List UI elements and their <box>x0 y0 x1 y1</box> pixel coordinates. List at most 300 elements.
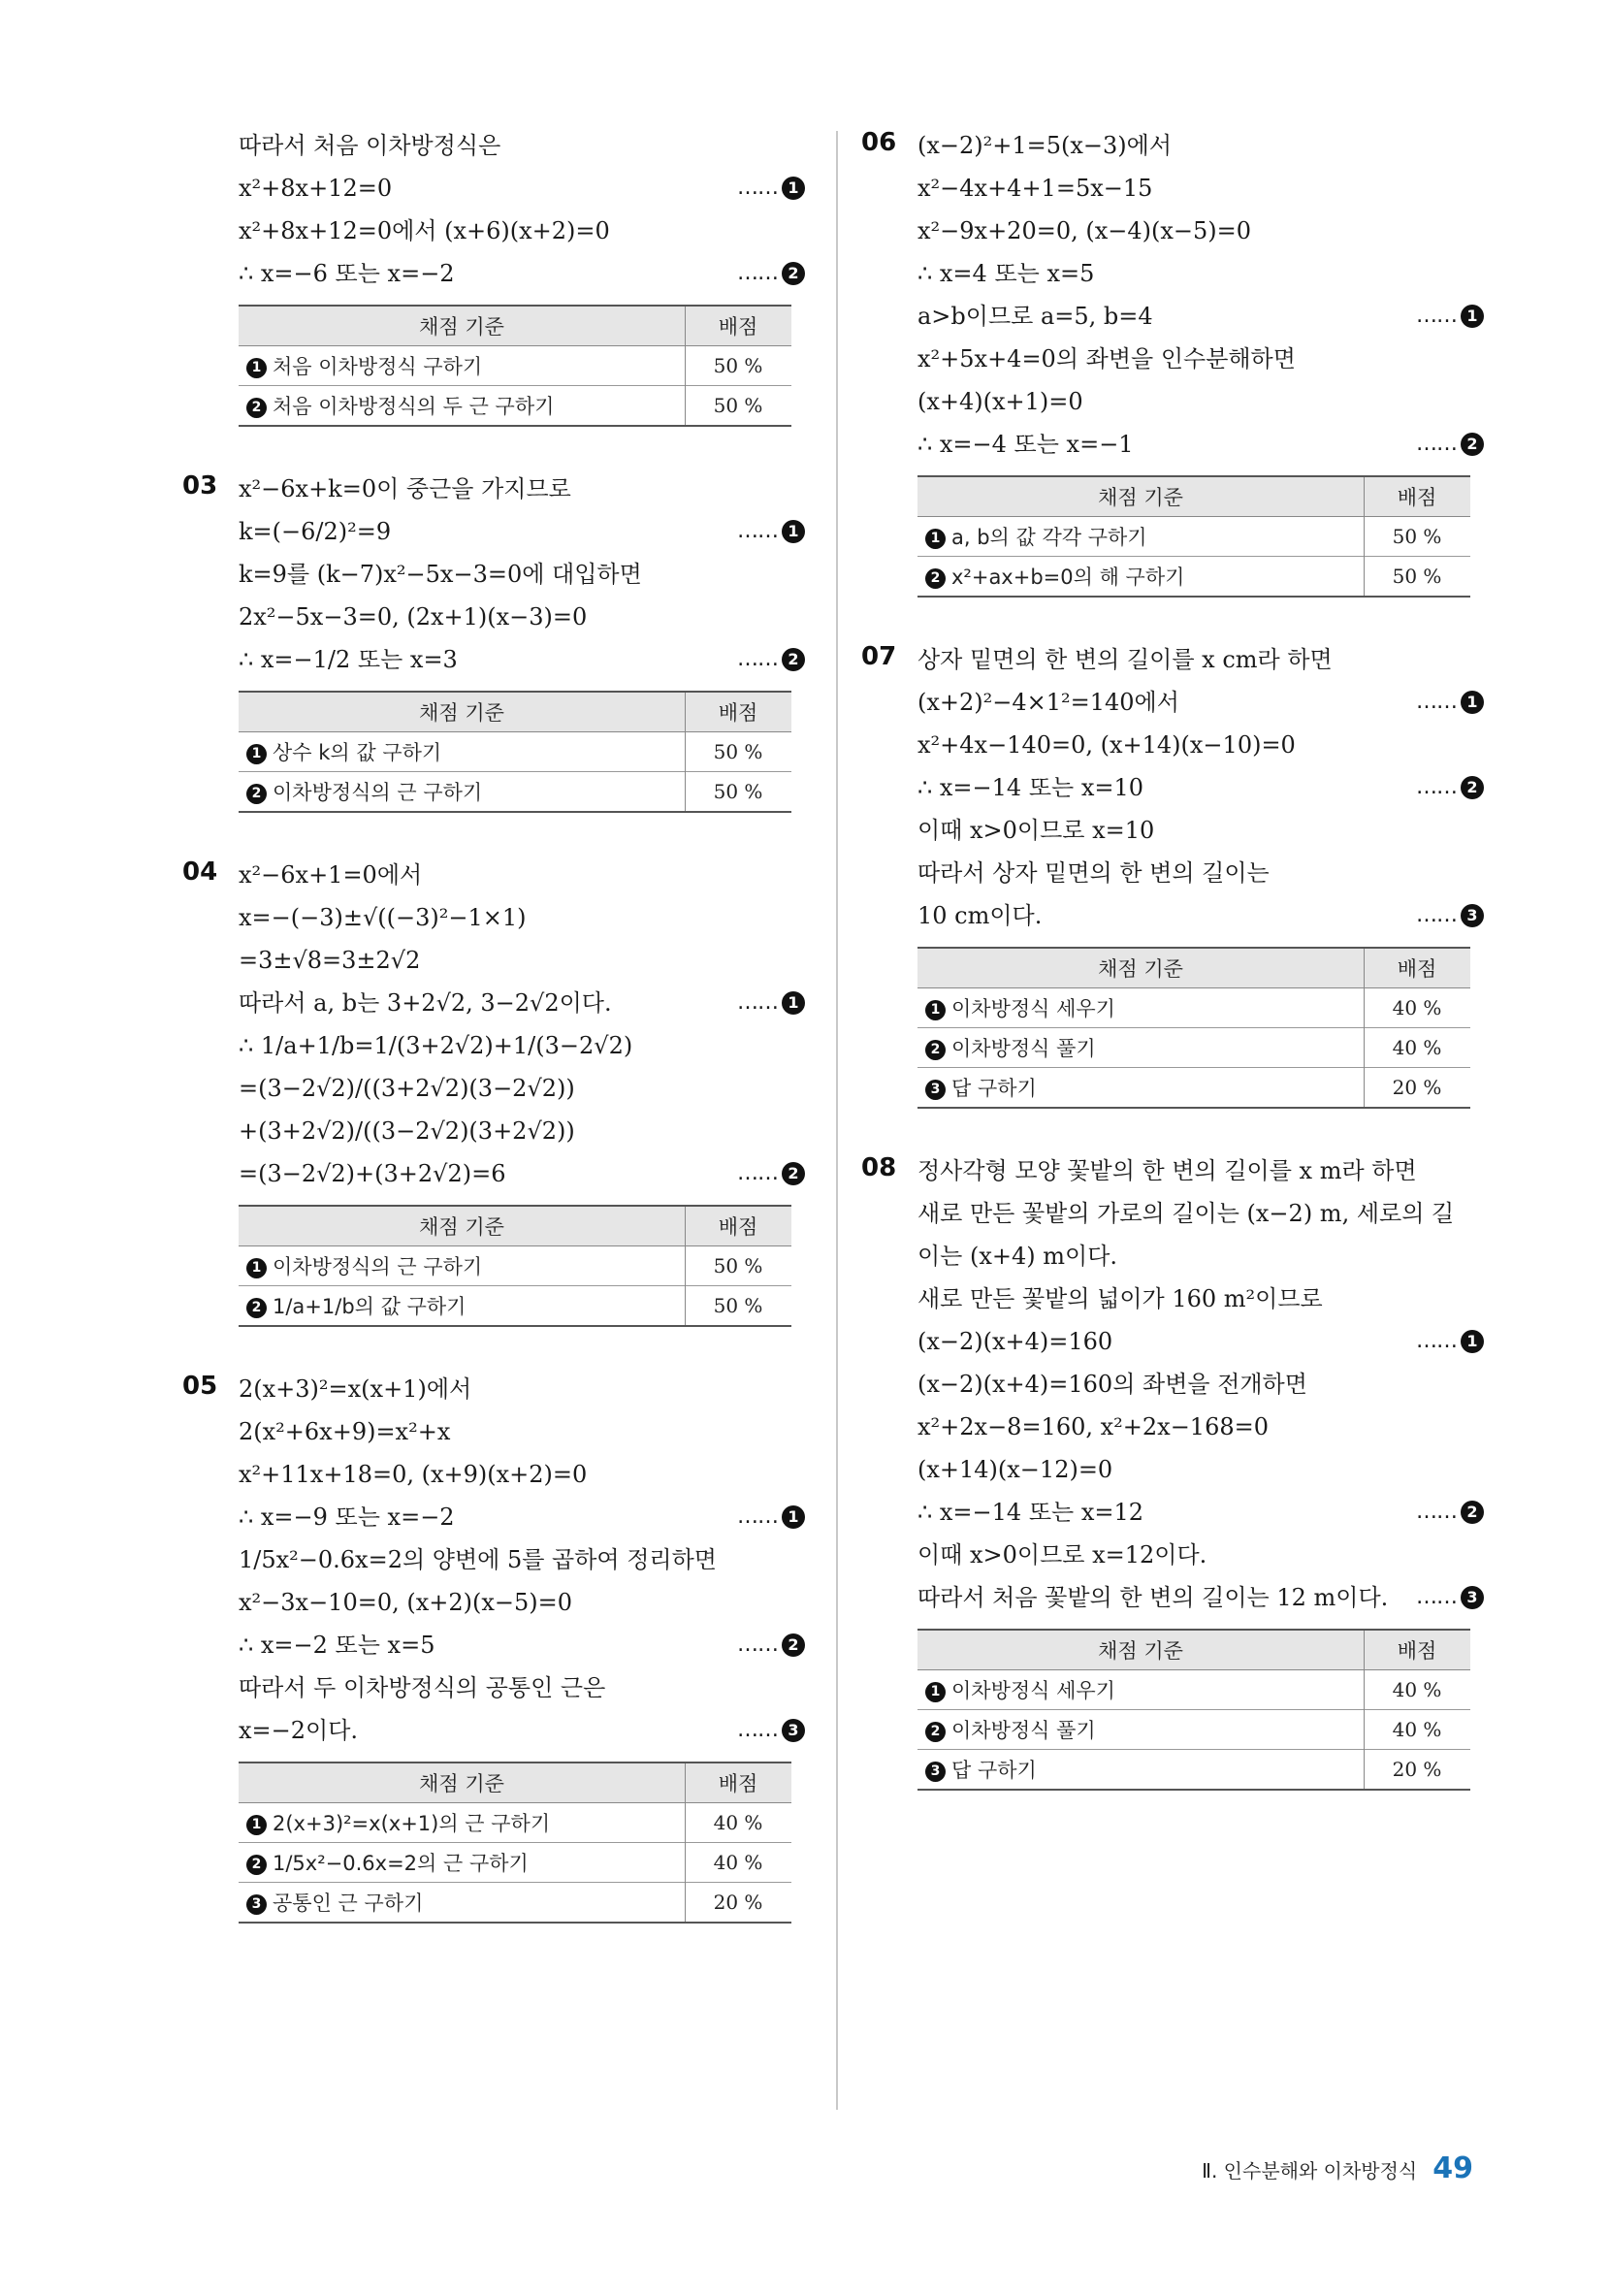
circled-number-1: 1 <box>925 1682 946 1702</box>
solution-text: ∴ x=−2 또는 x=5 <box>239 1632 435 1659</box>
score-cell: 50 % <box>686 386 792 427</box>
problem-number: 05 <box>182 1372 218 1401</box>
circled-number-2: 2 <box>782 1162 805 1185</box>
problem-02-continued <box>184 124 805 427</box>
problem-number: 04 <box>182 857 218 887</box>
step-marker <box>737 1152 805 1195</box>
solution-line <box>917 852 1484 894</box>
circled-number-1: 1 <box>1461 1330 1484 1353</box>
solution-text: ∴ x=−14 또는 x=10 <box>917 774 1144 801</box>
solution-text: ∴ x=−6 또는 x=−2 <box>239 260 455 287</box>
solution-text: =(3−2√2)+(3+2√2)=6 <box>239 1160 506 1187</box>
criteria-cell <box>239 1803 686 1843</box>
solution-text: 새로 만든 꽃밭의 가로의 길이는 (x−2) m, 세로의 길 <box>917 1200 1455 1227</box>
solution-line <box>917 423 1484 466</box>
circled-number-1: 1 <box>246 1258 267 1278</box>
header-criteria: 채점 기준 <box>917 1630 1365 1670</box>
grading-table <box>917 947 1470 1109</box>
problem-body <box>239 468 805 681</box>
solution-text: ∴ x=4 또는 x=5 <box>917 260 1095 287</box>
criteria-label: 이차방정식 세우기 <box>951 997 1115 1020</box>
score-cell: 50 % <box>686 1246 792 1286</box>
table-row <box>239 772 791 813</box>
table-header-row <box>239 306 791 346</box>
solution-line <box>239 1709 805 1752</box>
solution-line <box>917 124 1484 167</box>
marker-dots: …… <box>1416 903 1457 927</box>
solution-line <box>239 1067 805 1110</box>
grading-table <box>917 475 1470 598</box>
marker-dots: …… <box>737 1718 778 1742</box>
step-marker <box>737 1624 805 1666</box>
solution-line <box>917 638 1484 681</box>
table-row <box>917 988 1470 1028</box>
table-row <box>239 346 791 386</box>
circled-number-1: 1 <box>782 520 805 543</box>
solution-line <box>917 167 1484 210</box>
solution-text: x²−6x+k=0이 중근을 가지므로 <box>239 475 571 502</box>
table-row <box>239 1246 791 1286</box>
criteria-label: 이차방정식 풀기 <box>951 1719 1096 1742</box>
problem-body <box>917 1149 1484 1619</box>
table-header-row <box>917 476 1470 517</box>
problem-number: 03 <box>182 471 218 501</box>
solution-line <box>917 1149 1484 1192</box>
solution-text: 2x²−5x−3=0, (2x+1)(x−3)=0 <box>239 603 588 631</box>
criteria-label: 이차방정식의 근 구하기 <box>273 781 483 804</box>
table-header-row <box>239 1762 791 1803</box>
solution-text: 따라서 상자 밑면의 한 변의 길이는 <box>917 859 1270 887</box>
solution-line <box>917 295 1484 338</box>
solution-line <box>239 1410 805 1453</box>
table-row <box>239 386 791 427</box>
criteria-label: a, b의 값 각각 구하기 <box>951 526 1147 549</box>
solution-text: x²−6x+1=0에서 <box>239 861 423 889</box>
circled-number-3: 3 <box>1461 1586 1484 1609</box>
step-marker <box>737 1496 805 1538</box>
score-cell: 40 % <box>686 1843 792 1883</box>
header-criteria: 채점 기준 <box>239 1206 686 1246</box>
circled-number-1: 1 <box>1461 305 1484 328</box>
problem-body <box>239 854 805 1195</box>
header-score: 배점 <box>686 1762 792 1803</box>
step-marker <box>737 510 805 553</box>
circled-number-3: 3 <box>782 1719 805 1742</box>
criteria-label: 상수 k의 값 구하기 <box>273 741 442 764</box>
header-score: 배점 <box>686 306 792 346</box>
solution-line <box>239 638 805 681</box>
grading-table-wrap <box>239 1762 805 1924</box>
criteria-label: 1/a+1/b의 값 구하기 <box>273 1295 467 1318</box>
criteria-label: 처음 이차방정식의 두 근 구하기 <box>273 395 555 418</box>
marker-dots: …… <box>737 519 778 543</box>
solution-line <box>917 1491 1484 1534</box>
solution-line <box>239 1453 805 1496</box>
criteria-label: 처음 이차방정식 구하기 <box>273 355 483 378</box>
circled-number-2: 2 <box>925 1040 946 1060</box>
grading-table-wrap <box>917 947 1484 1109</box>
solution-text: (x+4)(x+1)=0 <box>917 388 1083 415</box>
score-cell: 50 % <box>686 772 792 813</box>
criteria-label: 이차방정식 풀기 <box>951 1037 1096 1060</box>
solution-line <box>917 766 1484 809</box>
marker-dots: …… <box>1416 775 1457 799</box>
solution-text: ∴ x=−14 또는 x=12 <box>917 1499 1144 1526</box>
criteria-cell <box>917 557 1365 598</box>
criteria-label: x²+ax+b=0의 해 구하기 <box>951 566 1185 589</box>
header-criteria: 채점 기준 <box>239 306 686 346</box>
solution-text: 2(x²+6x+9)=x²+x <box>239 1418 451 1445</box>
table-header-row <box>239 692 791 732</box>
step-marker <box>737 167 805 210</box>
criteria-label: 공통인 근 구하기 <box>273 1892 424 1915</box>
solution-text: 10 cm이다. <box>917 902 1043 929</box>
solution-line <box>917 1448 1484 1491</box>
step-marker <box>737 982 805 1024</box>
grading-table-wrap <box>917 1629 1484 1791</box>
criteria-cell <box>917 1710 1365 1750</box>
table-row <box>917 517 1470 557</box>
marker-dots: …… <box>737 1161 778 1185</box>
score-cell: 50 % <box>686 346 792 386</box>
criteria-label: 답 구하기 <box>951 1759 1037 1782</box>
criteria-cell <box>917 988 1365 1028</box>
solution-line <box>239 210 805 252</box>
solution-line <box>239 167 805 210</box>
solution-line <box>239 510 805 553</box>
marker-dots: …… <box>1416 432 1457 456</box>
solution-text: x²+2x−8=160, x²+2x−168=0 <box>917 1413 1269 1440</box>
step-marker <box>1416 1491 1484 1534</box>
table-row <box>917 1028 1470 1068</box>
solution-line <box>917 1363 1484 1406</box>
circled-number-1: 1 <box>246 1815 267 1835</box>
solution-line <box>239 1496 805 1538</box>
solution-text: 1/5x²−0.6x=2의 양변에 5를 곱하여 정리하면 <box>239 1546 717 1573</box>
solution-line <box>239 124 805 167</box>
step-marker <box>1416 766 1484 809</box>
circled-number-1: 1 <box>246 358 267 378</box>
score-cell: 40 % <box>1365 988 1471 1028</box>
solution-text: (x−2)²+1=5(x−3)에서 <box>917 132 1173 159</box>
solution-text: x²−3x−10=0, (x+2)(x−5)=0 <box>239 1589 573 1616</box>
solution-text: (x+14)(x−12)=0 <box>917 1456 1113 1483</box>
marker-dots: …… <box>1416 690 1457 714</box>
solution-line <box>917 681 1484 724</box>
score-cell: 40 % <box>1365 1028 1471 1068</box>
solution-line <box>239 468 805 510</box>
score-cell: 20 % <box>1365 1750 1471 1791</box>
problem-04 <box>184 854 805 1327</box>
header-criteria: 채점 기준 <box>239 692 686 732</box>
solution-line <box>917 809 1484 852</box>
solution-line <box>917 380 1484 423</box>
step-marker <box>737 1709 805 1752</box>
solution-line <box>239 1624 805 1666</box>
solution-text: x²−9x+20=0, (x−4)(x−5)=0 <box>917 217 1252 244</box>
circled-number-2: 2 <box>925 1722 946 1742</box>
solution-text: a>b이므로 a=5, b=4 <box>917 303 1153 330</box>
solution-text: x²+11x+18=0, (x+9)(x+2)=0 <box>239 1461 588 1488</box>
grading-table <box>239 305 791 427</box>
marker-dots: …… <box>737 1504 778 1529</box>
step-marker <box>737 252 805 295</box>
solution-text: 정사각형 모양 꽃밭의 한 변의 길이를 x m라 하면 <box>917 1157 1417 1184</box>
marker-dots: …… <box>737 1633 778 1657</box>
circled-number-1: 1 <box>782 991 805 1015</box>
circled-number-1: 1 <box>246 744 267 764</box>
grading-table-wrap <box>917 475 1484 598</box>
criteria-label: 이차방정식의 근 구하기 <box>273 1255 483 1278</box>
solution-text: x²+5x+4=0의 좌변을 인수분해하면 <box>917 345 1296 372</box>
table-row <box>239 732 791 772</box>
solution-text: 따라서 처음 이차방정식은 <box>239 132 501 159</box>
column-divider <box>836 131 838 2110</box>
circled-number-2: 2 <box>1461 1501 1484 1524</box>
solution-text: 따라서 두 이차방정식의 공통인 근은 <box>239 1674 606 1701</box>
problem-07 <box>863 638 1484 1109</box>
right-column <box>863 124 1484 1831</box>
criteria-cell <box>917 1750 1365 1791</box>
marker-dots: …… <box>1416 1500 1457 1524</box>
header-criteria: 채점 기준 <box>917 948 1365 988</box>
solution-line <box>239 1666 805 1709</box>
table-row <box>239 1803 791 1843</box>
solution-text: +(3+2√2)/((3−2√2)(3+2√2)) <box>239 1117 575 1145</box>
solution-text: x²−4x+4+1=5x−15 <box>917 175 1153 202</box>
solution-text: =3±√8=3±2√2 <box>239 947 421 974</box>
circled-number-3: 3 <box>925 1080 946 1100</box>
solution-text: k=9를 (k−7)x²−5x−3=0에 대입하면 <box>239 561 642 588</box>
grading-table-wrap <box>239 1205 805 1327</box>
grading-table <box>917 1629 1470 1791</box>
solution-line <box>239 1110 805 1152</box>
solution-line <box>917 1406 1484 1448</box>
solution-line <box>239 1581 805 1624</box>
solution-text: 상자 밑면의 한 변의 길이를 x cm라 하면 <box>917 646 1333 673</box>
circled-number-1: 1 <box>925 1000 946 1020</box>
grading-table <box>239 1205 791 1327</box>
solution-line <box>239 982 805 1024</box>
grading-table <box>239 1762 791 1924</box>
solution-text: (x−2)(x+4)=160 <box>917 1328 1113 1355</box>
criteria-cell <box>239 386 686 427</box>
criteria-cell <box>239 1286 686 1327</box>
marker-dots: …… <box>737 990 778 1015</box>
criteria-cell <box>239 732 686 772</box>
solution-text: (x−2)(x+4)=160의 좌변을 전개하면 <box>917 1371 1307 1398</box>
step-marker <box>1416 423 1484 466</box>
criteria-label: 1/5x²−0.6x=2의 근 구하기 <box>273 1852 529 1875</box>
criteria-cell <box>239 1883 686 1924</box>
step-marker <box>1416 295 1484 338</box>
problem-number: 06 <box>861 128 897 157</box>
page-footer <box>1202 2151 1473 2185</box>
header-criteria: 채점 기준 <box>917 476 1365 517</box>
header-score: 배점 <box>686 692 792 732</box>
table-row <box>239 1883 791 1924</box>
left-column <box>184 124 805 1964</box>
solution-line <box>239 854 805 896</box>
criteria-cell <box>239 772 686 813</box>
marker-dots: …… <box>1416 1585 1457 1609</box>
problem-05 <box>184 1368 805 1924</box>
table-row <box>239 1843 791 1883</box>
circled-number-2: 2 <box>1461 776 1484 799</box>
solution-text: x=−(−3)±√((−3)²−1×1) <box>239 904 527 931</box>
solution-text: x²+8x+12=0에서 (x+6)(x+2)=0 <box>239 217 610 244</box>
criteria-cell <box>917 517 1365 557</box>
circled-number-1: 1 <box>1461 691 1484 714</box>
solution-text: 이때 x>0이므로 x=12이다. <box>917 1541 1207 1568</box>
score-cell: 40 % <box>1365 1670 1471 1710</box>
solution-text: ∴ x=−4 또는 x=−1 <box>917 431 1134 458</box>
circled-number-2: 2 <box>246 398 267 418</box>
circled-number-1: 1 <box>782 177 805 200</box>
circled-number-2: 2 <box>782 1633 805 1657</box>
criteria-cell <box>239 346 686 386</box>
problem-06 <box>863 124 1484 598</box>
solution-text: 따라서 a, b는 3+2√2, 3−2√2이다. <box>239 989 612 1017</box>
marker-dots: …… <box>737 647 778 671</box>
solution-line <box>239 896 805 939</box>
table-row <box>917 557 1470 598</box>
grading-table-wrap <box>239 305 805 427</box>
score-cell: 50 % <box>686 732 792 772</box>
criteria-label: 이차방정식 세우기 <box>951 1679 1115 1702</box>
header-score: 배점 <box>686 1206 792 1246</box>
score-cell: 20 % <box>686 1883 792 1924</box>
solution-text: ∴ 1/a+1/b=1/(3+2√2)+1/(3−2√2) <box>239 1032 633 1059</box>
circled-number-1: 1 <box>925 529 946 549</box>
step-marker <box>1416 1320 1484 1363</box>
table-header-row <box>917 1630 1470 1670</box>
table-header-row <box>917 948 1470 988</box>
circled-number-3: 3 <box>1461 904 1484 927</box>
step-marker <box>737 638 805 681</box>
solution-text: x²+4x−140=0, (x+14)(x−10)=0 <box>917 731 1296 759</box>
solution-text: ∴ x=−1/2 또는 x=3 <box>239 646 458 673</box>
marker-dots: …… <box>1416 304 1457 328</box>
score-cell: 40 % <box>1365 1710 1471 1750</box>
chapter-title: Ⅱ. 인수분해와 이차방정식 <box>1202 2159 1418 2183</box>
problem-body <box>239 124 805 295</box>
solution-text: (x+2)²−4×1²=140에서 <box>917 689 1179 716</box>
criteria-cell <box>239 1246 686 1286</box>
score-cell: 50 % <box>1365 517 1471 557</box>
circled-number-2: 2 <box>1461 433 1484 456</box>
solution-line <box>917 252 1484 295</box>
criteria-label: 답 구하기 <box>951 1077 1037 1100</box>
solution-line <box>917 1277 1484 1320</box>
header-criteria: 채점 기준 <box>239 1762 686 1803</box>
marker-dots: …… <box>1416 1329 1457 1353</box>
solution-line <box>239 1024 805 1067</box>
criteria-cell <box>917 1068 1365 1109</box>
solution-line <box>917 724 1484 766</box>
solution-text: 이때 x>0이므로 x=10 <box>917 817 1155 844</box>
circled-number-2: 2 <box>246 784 267 804</box>
solution-line <box>239 939 805 982</box>
circled-number-1: 1 <box>782 1505 805 1529</box>
table-row <box>917 1750 1470 1791</box>
circled-number-3: 3 <box>246 1894 267 1915</box>
solution-line <box>239 1368 805 1410</box>
solution-text: 2(x+3)²=x(x+1)에서 <box>239 1375 472 1403</box>
table-row <box>239 1286 791 1327</box>
solution-line <box>917 1534 1484 1576</box>
solution-text: x²+8x+12=0 <box>239 175 393 202</box>
solution-line <box>239 596 805 638</box>
circled-number-2: 2 <box>782 648 805 671</box>
circled-number-2: 2 <box>782 262 805 285</box>
table-header-row <box>239 1206 791 1246</box>
problem-08 <box>863 1149 1484 1791</box>
circled-number-2: 2 <box>246 1855 267 1875</box>
solution-text: 따라서 처음 꽃밭의 한 변의 길이는 12 m이다. <box>917 1584 1389 1611</box>
score-cell: 50 % <box>1365 557 1471 598</box>
solution-text: ∴ x=−9 또는 x=−2 <box>239 1504 455 1531</box>
criteria-cell <box>917 1028 1365 1068</box>
solution-line <box>239 553 805 596</box>
page-number: 49 <box>1432 2151 1473 2185</box>
solution-line <box>917 894 1484 937</box>
problem-number: 08 <box>861 1153 897 1182</box>
solution-line <box>917 1576 1484 1619</box>
score-cell: 20 % <box>1365 1068 1471 1109</box>
criteria-cell <box>239 1843 686 1883</box>
score-cell: 50 % <box>686 1286 792 1327</box>
solution-line <box>239 252 805 295</box>
criteria-label: 2(x+3)²=x(x+1)의 근 구하기 <box>273 1812 551 1835</box>
criteria-cell <box>917 1670 1365 1710</box>
circled-number-3: 3 <box>925 1762 946 1782</box>
grading-table <box>239 691 791 813</box>
solution-line <box>239 1538 805 1581</box>
problem-body <box>917 124 1484 466</box>
solution-text: 새로 만든 꽃밭의 넓이가 160 m²이므로 <box>917 1285 1323 1312</box>
table-row <box>917 1670 1470 1710</box>
problem-number: 07 <box>861 642 897 671</box>
step-marker <box>1416 894 1484 937</box>
table-row <box>917 1068 1470 1109</box>
header-score: 배점 <box>1365 476 1471 517</box>
problem-body <box>917 638 1484 937</box>
solution-line <box>917 1235 1484 1277</box>
solution-line <box>917 1320 1484 1363</box>
problem-body <box>239 1368 805 1752</box>
solution-line <box>917 1192 1484 1235</box>
solution-line <box>917 210 1484 252</box>
solution-text: 이는 (x+4) m이다. <box>917 1243 1118 1270</box>
score-cell: 40 % <box>686 1803 792 1843</box>
solution-text: k=(−6/2)²=9 <box>239 518 392 545</box>
header-score: 배점 <box>1365 1630 1471 1670</box>
circled-number-2: 2 <box>246 1298 267 1318</box>
problem-03 <box>184 468 805 813</box>
grading-table-wrap <box>239 691 805 813</box>
solution-text: =(3−2√2)/((3+2√2)(3−2√2)) <box>239 1075 575 1102</box>
marker-dots: …… <box>737 261 778 285</box>
marker-dots: …… <box>737 176 778 200</box>
header-score: 배점 <box>1365 948 1471 988</box>
step-marker <box>1416 681 1484 724</box>
solution-line <box>917 338 1484 380</box>
step-marker <box>1416 1576 1484 1619</box>
solution-line <box>239 1152 805 1195</box>
solution-text: x=−2이다. <box>239 1717 359 1744</box>
circled-number-2: 2 <box>925 568 946 589</box>
